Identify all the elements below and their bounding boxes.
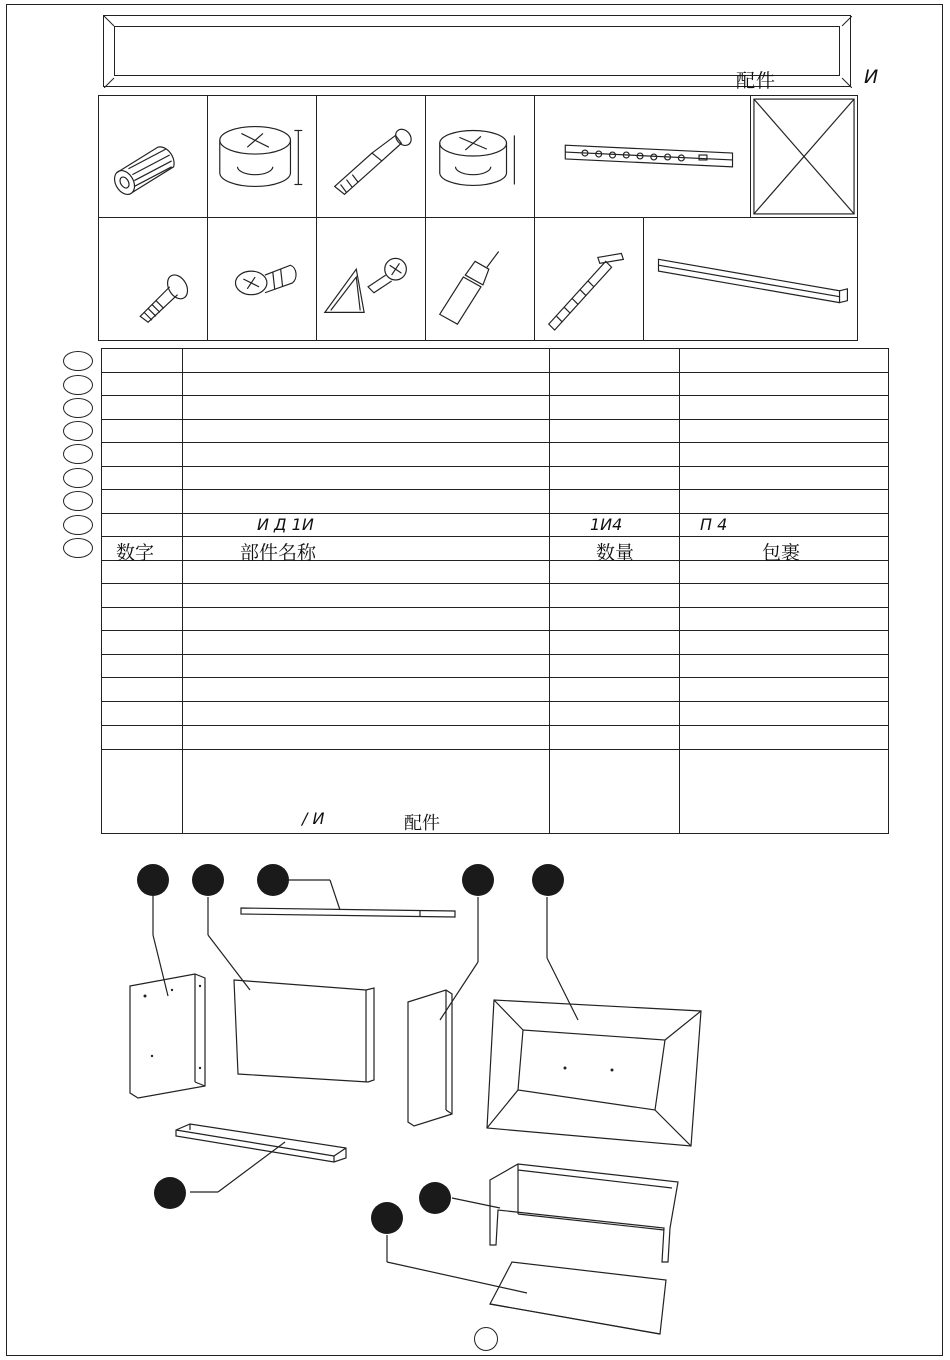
hardware-cell-cam-lock-2 [425, 95, 535, 218]
table-row [102, 726, 888, 750]
table-row [102, 349, 888, 373]
callout-line [153, 935, 168, 996]
header-number: 数字 [116, 542, 155, 564]
callout-balloon [532, 864, 564, 896]
table-row [102, 655, 888, 678]
hardware-cell-long-bolt [534, 217, 644, 341]
row-marker [63, 375, 93, 395]
exploded-drawing [0, 850, 950, 1360]
callout-line [208, 935, 250, 990]
row-marker [63, 515, 93, 535]
table-row [102, 631, 888, 655]
handwritten-package-note: П 4 [700, 515, 728, 534]
drawer-bottom [490, 1262, 666, 1334]
callout-line [547, 958, 578, 1020]
row-marker [63, 421, 93, 441]
glue-tube-icon [426, 218, 534, 340]
hardware-cell-short-screw [207, 217, 317, 341]
callout-balloon [371, 1202, 403, 1234]
title-banner [103, 15, 879, 92]
parts-table [101, 348, 889, 834]
hardware-cell-screw [98, 217, 208, 341]
callout-balloon [154, 1177, 186, 1209]
cross-empty-icon [751, 96, 857, 217]
table-row [102, 514, 888, 537]
cam-bolt-icon [317, 96, 425, 217]
short-screw-icon [208, 218, 316, 340]
table-row [102, 584, 888, 608]
table-row [102, 702, 888, 726]
column-divider [182, 349, 183, 833]
header-quantity: 数量 [596, 542, 635, 564]
row-marker [63, 491, 93, 511]
table-row [102, 608, 888, 631]
handle-bar-icon [644, 218, 857, 340]
hardware-cell-cam-bolt [316, 95, 426, 218]
corner-block-icon [317, 218, 425, 340]
row-marker [63, 398, 93, 418]
column-divider [549, 349, 550, 833]
callout-line [330, 880, 340, 910]
hardware-cell-cam-lock [207, 95, 317, 218]
callout-line [452, 1198, 500, 1208]
top-frame-inner [518, 1030, 665, 1110]
table-row [102, 490, 888, 514]
header-package: 包裹 [762, 542, 801, 564]
callout-balloon [137, 864, 169, 896]
hardware-cell-handle [643, 217, 858, 341]
table-row [102, 678, 888, 702]
table-row [102, 443, 888, 467]
hardware-cell-corner-block [316, 217, 426, 341]
header-part-name: 部件名称 [240, 542, 317, 564]
callout-balloon [257, 864, 289, 896]
wood-dowel-icon [99, 96, 207, 217]
table-row [102, 373, 888, 396]
hardware-cell-drawer-slide [534, 95, 751, 218]
callout-balloon [419, 1182, 451, 1214]
table-row [102, 420, 888, 443]
banner-title: 配件 [736, 70, 777, 92]
hardware-cell-glue [425, 217, 535, 341]
footer-marks: / И [302, 809, 325, 828]
cam-lock-icon [426, 96, 534, 217]
handwritten-quantity-note: 1И4 [590, 515, 623, 534]
row-marker [63, 538, 93, 558]
hardware-cell-dowel [98, 95, 208, 218]
hardware-cell-empty [750, 95, 858, 218]
handwritten-name-note: И Д 1И [257, 515, 314, 534]
shelf-strip [241, 908, 455, 917]
column-divider [679, 349, 680, 833]
banner-inner [114, 26, 840, 76]
banner-mark: И [864, 66, 879, 88]
row-marker [63, 351, 93, 371]
row-marker [63, 444, 93, 464]
hardware-grid [98, 95, 858, 341]
drawer-slide-icon [535, 96, 750, 217]
callout-line [387, 1262, 527, 1293]
cam-lock-icon [208, 96, 316, 217]
footer-label: 配件 [404, 813, 440, 834]
table-row [102, 396, 888, 420]
front-rail [176, 1124, 346, 1162]
back-panel [234, 980, 374, 1082]
long-bolt-icon [535, 218, 643, 340]
callout-line [218, 1142, 285, 1192]
callout-balloon [192, 864, 224, 896]
callout-balloon [462, 864, 494, 896]
screw-icon [99, 218, 207, 340]
row-marker [63, 468, 93, 488]
page-number-circle [474, 1327, 498, 1351]
table-row [102, 467, 888, 490]
